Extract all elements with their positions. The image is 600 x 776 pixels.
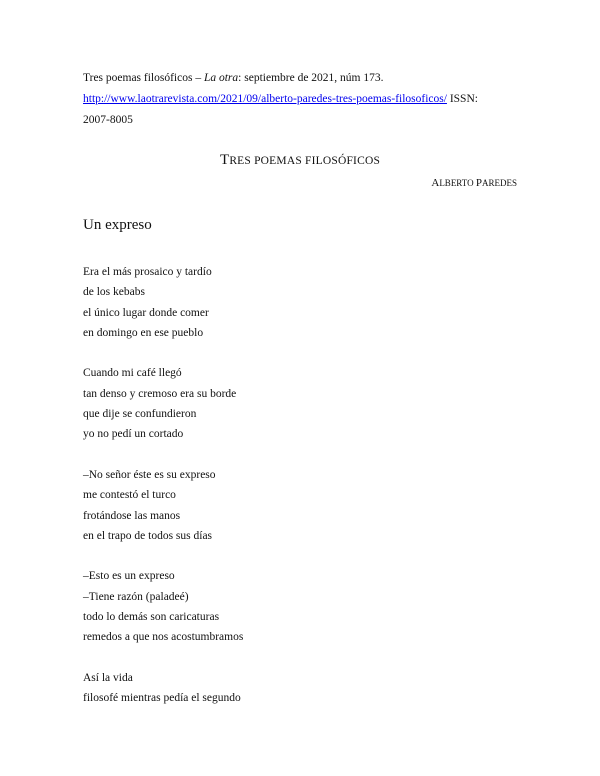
poem-line: remedos a que nos acostumbramos: [83, 631, 244, 644]
poem-line: en el trapo de todos sus días: [83, 529, 213, 542]
stanza: [83, 668, 523, 709]
stanza: [83, 363, 523, 444]
author-first-initial: A: [431, 177, 440, 189]
poem-line: el único lugar donde comer: [83, 306, 209, 319]
poem-line: Era el más prosaico y tardío: [83, 266, 212, 278]
poem-line: Cuando mi café llegó: [83, 367, 182, 380]
citation-source: La otra: [203, 72, 239, 84]
poem-line: de los kebabs: [83, 286, 145, 299]
stanza: [83, 465, 523, 546]
document-title: [0, 152, 600, 169]
title-rest: RES POEMAS FILOSÓFICOS: [229, 155, 381, 167]
poem-line: todo lo demás son caricaturas: [83, 611, 220, 624]
author-last-rest: AREDES: [481, 178, 517, 188]
poem-line: yo no pedí un cortado: [83, 428, 184, 441]
citation-block: [83, 68, 523, 131]
author-last-initial: P: [475, 177, 482, 189]
poem-line: –No señor éste es su expreso: [83, 468, 216, 481]
stanza: [83, 262, 523, 343]
poem-line: que dije se confundieron: [83, 408, 197, 421]
citation-suffix: : septiembre de 2021, núm 173.: [238, 72, 384, 84]
poem-line: en domingo en ese pueblo: [83, 326, 204, 339]
stanza: [83, 566, 523, 647]
article-url-link[interactable]: http://www.laotrarevista.com/2021/09/alberto-paredes-tres-poemas-filosoficos/: [83, 93, 447, 105]
poem-title: Un expreso: [83, 217, 152, 233]
poem-line: tan denso y cremoso era su borde: [83, 387, 237, 400]
issn-number: 2007-8005: [83, 114, 133, 126]
poem-line: me contestó el turco: [83, 489, 176, 502]
poem-body: [83, 262, 523, 729]
title-initial: T: [219, 152, 230, 168]
poem-line: filosofé mientras pedía el segundo: [83, 692, 241, 705]
poem-line: Así la vida: [83, 671, 133, 684]
poem-line: frotándose las manos: [83, 509, 181, 522]
issn-label: ISSN:: [446, 93, 478, 105]
citation-prefix: Tres poemas filosóficos –: [83, 72, 204, 84]
poem-line: –Tiene razón (paladeé): [83, 590, 189, 603]
author-name: [431, 177, 517, 189]
author-first-rest: LBERTO: [439, 178, 476, 188]
poem-line: –Esto es un expreso: [83, 570, 175, 583]
